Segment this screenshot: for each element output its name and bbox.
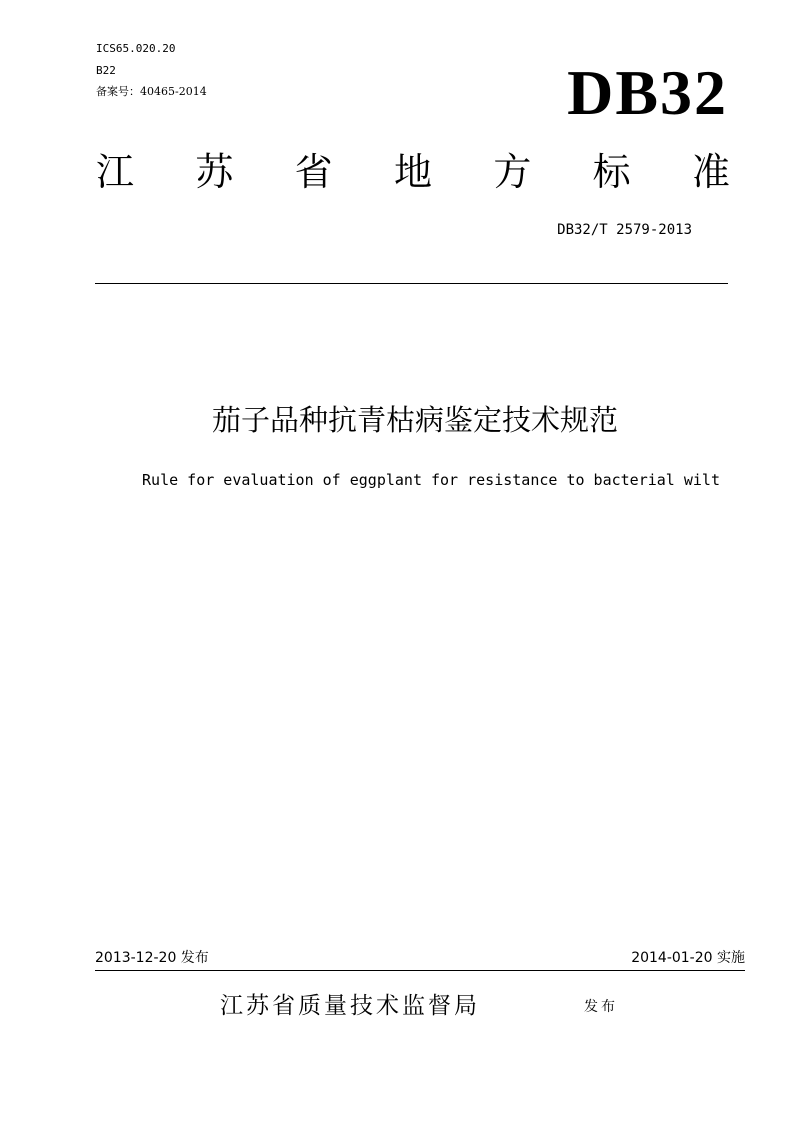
heading-char: 准	[691, 150, 730, 194]
title-chinese: 茄子品种抗青枯病鉴定技术规范	[211, 403, 618, 437]
standard-number: DB32/T 2579-2013	[557, 222, 692, 238]
heading-char: 地	[393, 150, 432, 194]
title-english: Rule for evaluation of eggplant for resistance to bacterial wilt	[142, 471, 720, 489]
heading-char: 省	[294, 150, 333, 194]
authority-suffix: 发布	[584, 999, 618, 1015]
heading-char: 江	[96, 150, 135, 194]
db32-logo: DB32	[567, 57, 728, 128]
heading-char: 标	[592, 150, 631, 194]
issuing-authority: 江苏省质量技术监督局	[220, 993, 480, 1019]
standard-type-heading	[96, 146, 730, 198]
implement-date: 2014-01-20 实施	[631, 950, 745, 966]
top-divider	[95, 283, 728, 284]
heading-char: 方	[493, 150, 532, 194]
bottom-divider	[95, 970, 745, 971]
heading-char: 苏	[195, 150, 234, 194]
category-code: B22	[96, 64, 116, 77]
record-number: 备案号：40465-2014	[96, 85, 207, 98]
ics-code: ICS65.020.20	[96, 42, 176, 55]
publish-date: 2013-12-20 发布	[95, 950, 209, 966]
